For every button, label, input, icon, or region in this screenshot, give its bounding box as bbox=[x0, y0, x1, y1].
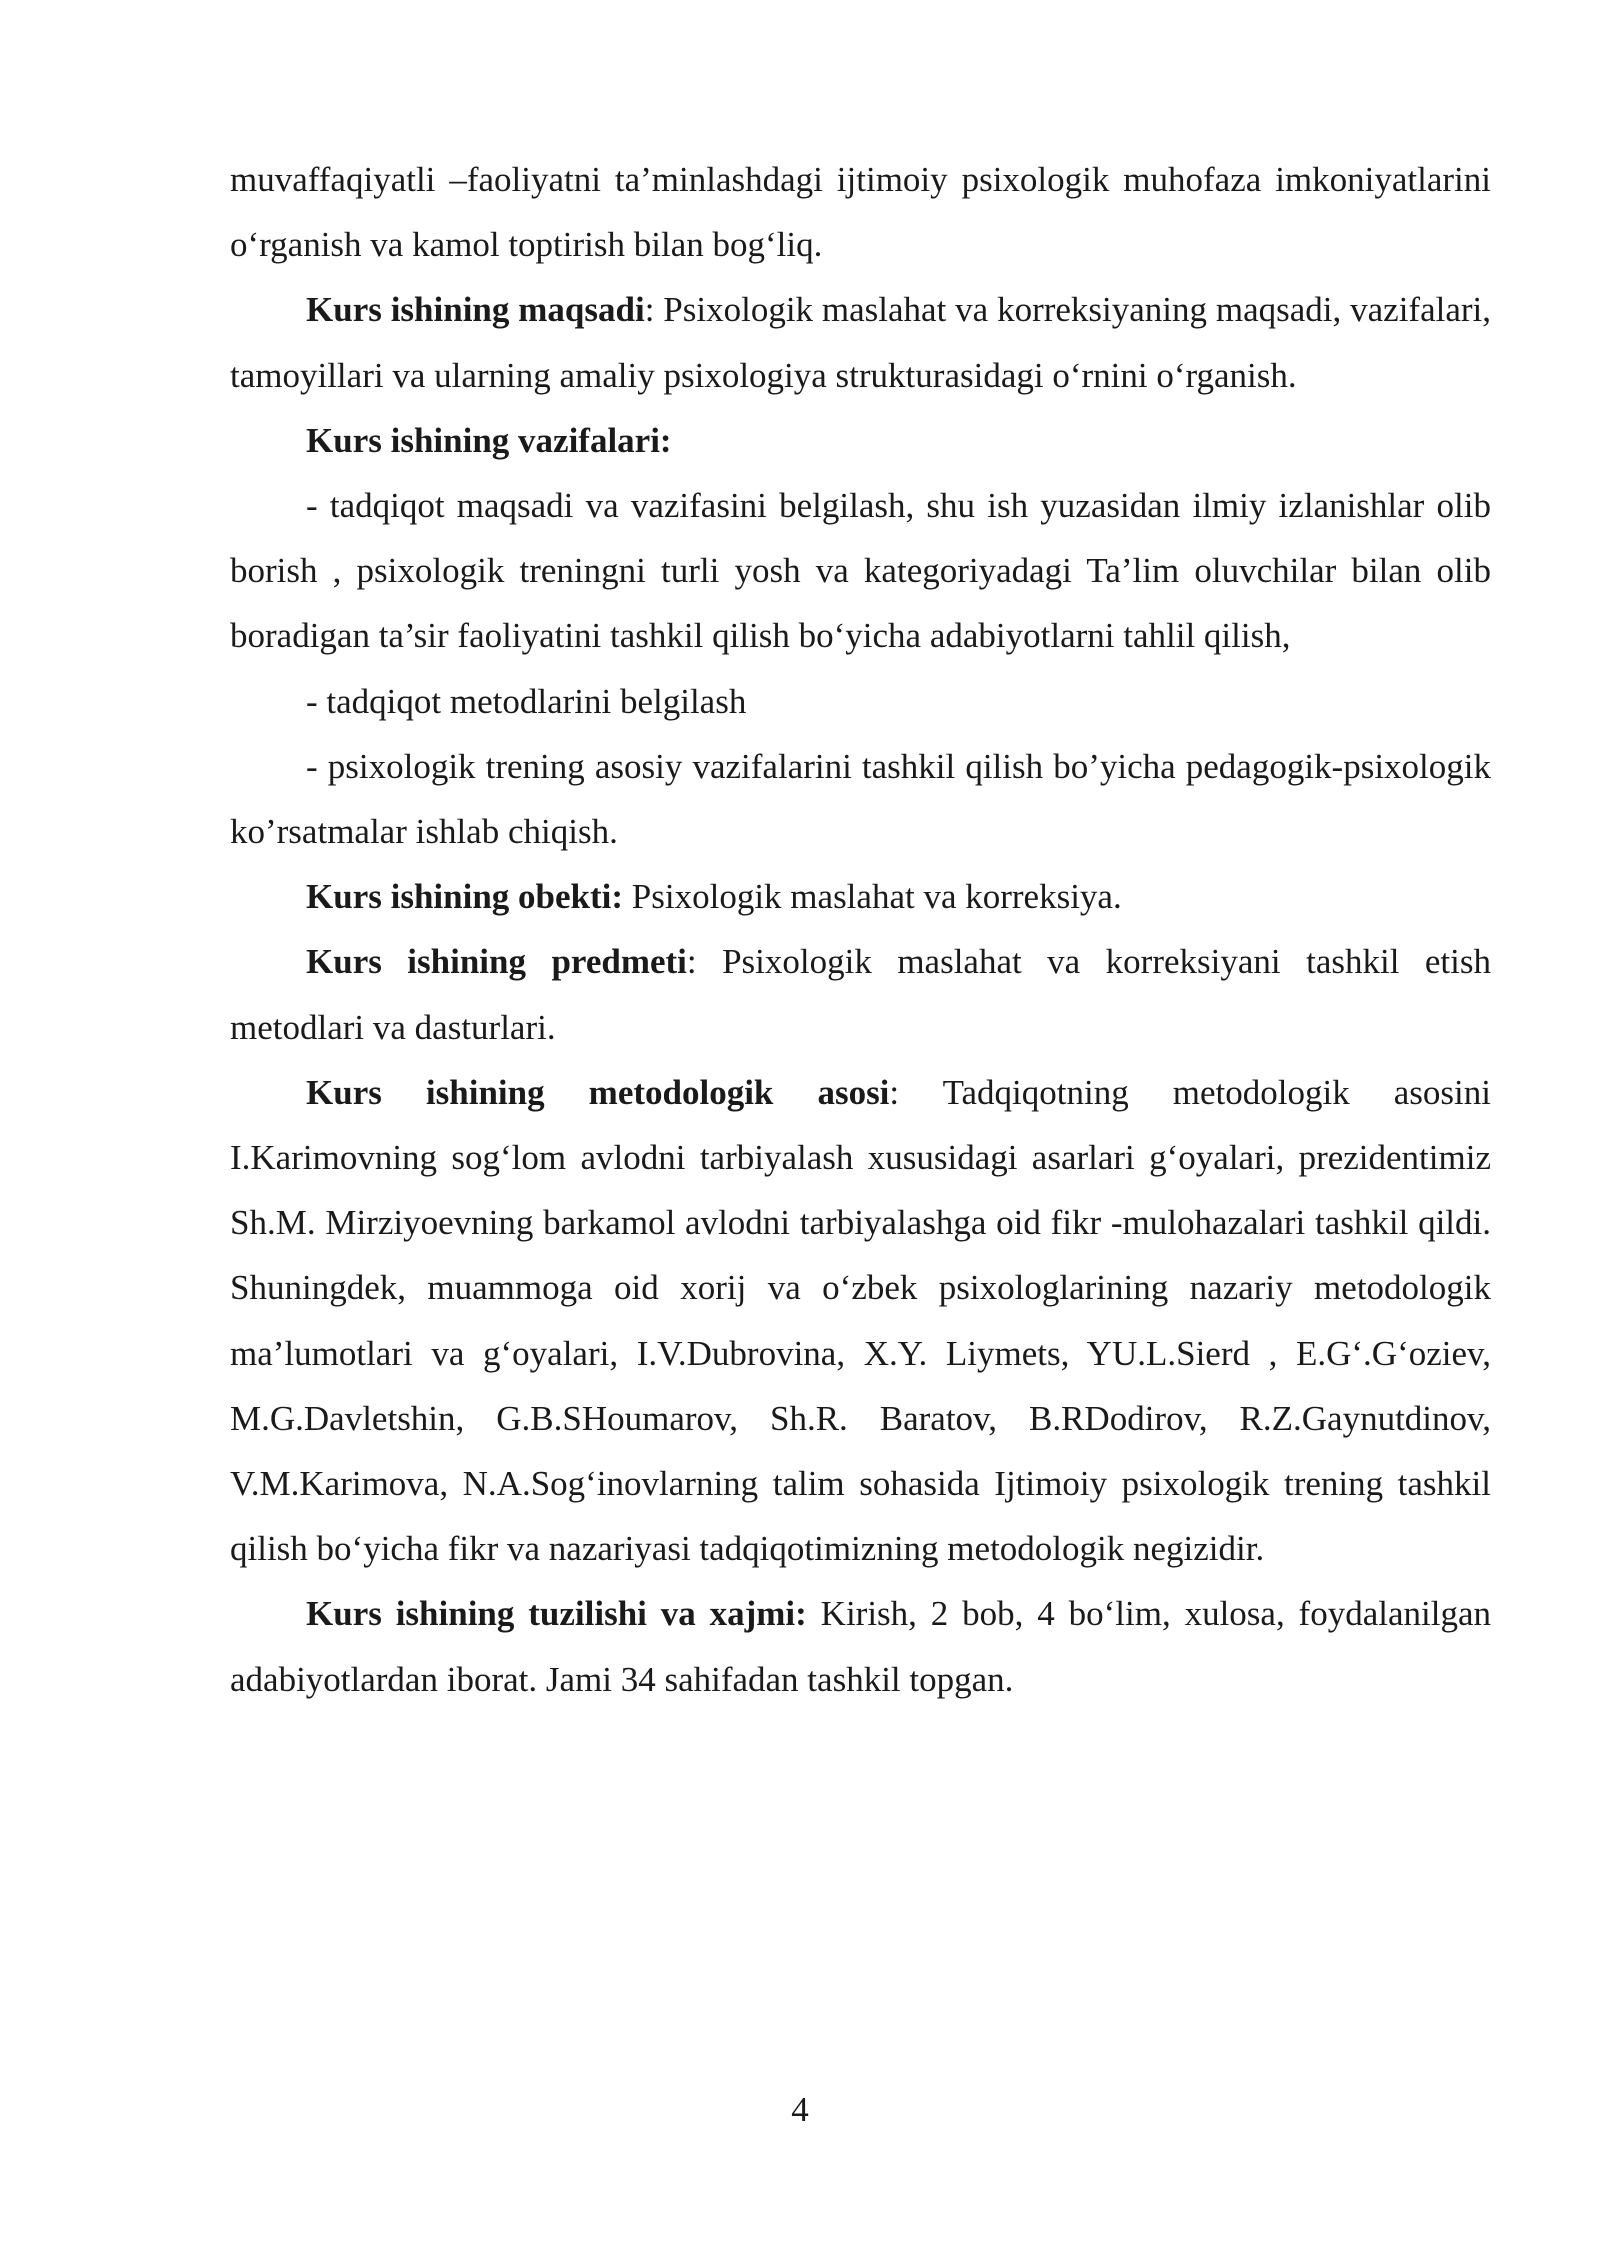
object-paragraph bbox=[230, 864, 1491, 929]
task-item: - tadqiqot metodlarini belgilash bbox=[306, 681, 747, 721]
object-heading: Kurs ishining obekti: bbox=[306, 877, 624, 917]
methodology-heading: Kurs ishining metodologik asosi bbox=[306, 1072, 890, 1112]
structure-heading: Kurs ishining tuzilishi va xajmi: bbox=[306, 1594, 807, 1634]
goal-text: : Psixologik maslahat va korreksiyaning maqsadi, vazifalari, tamoyillari va ularning amaliy psixologiya strukturasidagi o‘rnini o‘rganish. bbox=[230, 290, 1492, 395]
structure-text: Kirish, 2 bob, 4 bo‘lim, xulosa, foydalanilgan adabiyotlardan iborat. Jami 34 sahifadan tashkil topgan. bbox=[230, 1594, 1491, 1699]
task-item: - tadqiqot maqsadi va vazifasini belgilash, shu ish yuzasidan ilmiy izlanishlar olib borish , psixologik treningni turli yosh va kategoriyadagi Ta’lim oluvchilar bilan olib boradigan ta’sir faoliyatini tashkil qilish bo‘yicha adabiyotlarni tahlil qilish, bbox=[230, 486, 1491, 656]
subject-paragraph bbox=[230, 929, 1491, 1059]
goal-heading: Kurs ishining maqsadi bbox=[306, 290, 645, 330]
subject-heading: Kurs ishining predmeti bbox=[306, 942, 687, 982]
goal-paragraph bbox=[230, 277, 1491, 407]
page-number: 4 bbox=[791, 2090, 809, 2129]
subject-text: : Psixologik maslahat va korreksiyani tashkil etish metodlari va dasturlari. bbox=[230, 942, 1491, 1047]
continuation-paragraph: muvaffaqiyatli –faoliyatni ta’minlashdagi ijtimoiy psixologik muhofaza imkoniyatlarini o‘rganish va kamol toptirish bilan bog‘liq. bbox=[230, 160, 1491, 265]
task-item: - psixologik trening asosiy vazifalarini tashkil qilish bo’yicha pedagogik-psixologik ko’rsatmalar ishlab chiqish. bbox=[230, 746, 1491, 852]
object-text: Psixologik maslahat va korreksiya. bbox=[623, 877, 1122, 917]
methodology-paragraph bbox=[230, 1060, 1491, 1582]
methodology-text: : Tadqiqotning metodologik asosini I.Karimovning sog‘lom avlodni tarbiyalash xususidagi asarlari g‘oyalari, prezidentimiz Sh.M. Mirziyoevning barkamol avlodni tarbiyalashga oid fikr -mulohazalari tashkil qildi. Shuningdek, muammoga oid xorij va o‘zbek psixologlarining nazariy metodologik ma’lumotlari va g‘oyalari, I.V.Dubrovina, X.Y. Liymets, YU.L.Sierd , E.G‘.G‘oziev, M.G.Davletshin, G.B.SHoumarov, Sh.R. Baratov, B.RDodirov, R.Z.Gaynutdinov, V.M.Karimova, N.A.Sog‘inovlarning talim sohasida Ijtimoiy psixologik trening tashkil qilish bo‘yicha fikr va nazariyasi tadqiqotimizning metodologik negizidir. bbox=[230, 1072, 1491, 1569]
structure-paragraph bbox=[230, 1581, 1491, 1711]
tasks-heading: Kurs ishining vazifalari: bbox=[306, 420, 672, 460]
page-body bbox=[230, 147, 1491, 1712]
tasks-heading-paragraph bbox=[230, 408, 1491, 473]
